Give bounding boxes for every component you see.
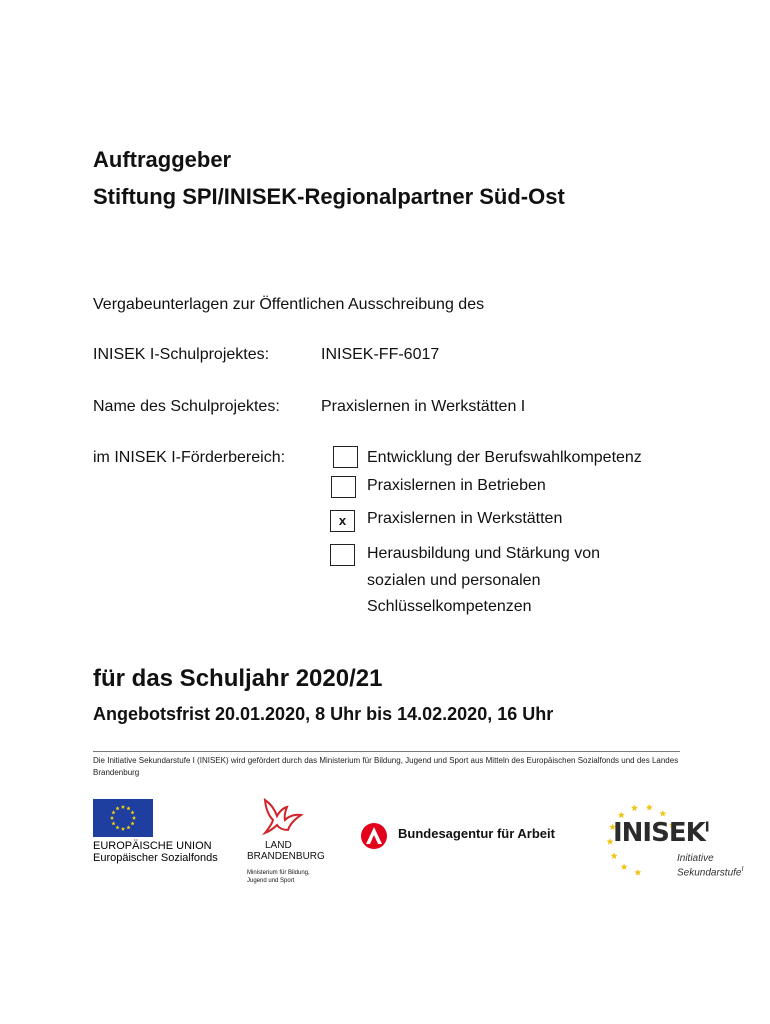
option-label-berufswahlkompetenz: Entwicklung der Berufswahlkompetenz [367,449,642,466]
brandenburg-logo-line4: Jugend und Sport [247,878,295,884]
eagle-icon [257,798,307,842]
inisek-logo [603,800,763,880]
project-name-label: Name des Schulprojektes: [93,398,280,415]
footnote-divider [93,751,680,752]
brandenburg-logo-line2: BRANDENBURG [247,851,325,862]
project-number-value: INISEK-FF-6017 [321,346,440,363]
inisek-line2-sup: I [741,866,744,873]
inisek-logo-title [613,818,709,848]
deadline-text: Angebotsfrist 20.01.2020, 8 Uhr bis 14.02.2020, 16 Uhr [93,704,554,724]
project-name-value: Praxislernen in Werkstätten I [321,398,526,415]
inisek-star [621,863,628,870]
option-label-schluesselkompetenzen-2: sozialen und personalen [367,572,541,589]
inisek-logo-line1: Initiative [677,853,714,864]
inisek-star [631,805,638,812]
checkbox-praxislernen-betrieben[interactable] [331,476,356,498]
eu-logo [93,799,243,869]
eu-logo-line1: EUROPÄISCHE UNION [93,840,212,852]
ba-icon [360,822,388,850]
inisek-star [646,804,653,811]
option-label-praxislernen-werkstaetten: Praxislernen in Werkstätten [367,510,563,527]
inisek-title-text: INISEK [613,818,705,848]
option-label-schluesselkompetenzen-3: Schlüsselkompetenzen [367,598,532,615]
school-year-heading: für das Schuljahr 2020/21 [93,665,383,692]
project-number-label: INISEK I-Schulprojektes: [93,346,270,363]
client-label: Auftraggeber [93,147,232,172]
option-label-schluesselkompetenzen-1: Herausbildung und Stärkung von [367,545,601,562]
option-label-praxislernen-betrieben: Praxislernen in Betrieben [367,477,546,494]
checkbox-praxislernen-werkstaetten[interactable]: x [330,510,355,532]
inisek-line2-text: Sekundarstufe [677,867,742,879]
inisek-star [634,869,641,876]
brandenburg-logo-line3: Ministerium für Bildung, [247,870,310,876]
inisek-star [611,852,618,859]
funding-area-label: im INISEK I-Förderbereich: [93,449,286,466]
inisek-logo-line2 [677,864,743,879]
eu-flag-icon [93,799,153,837]
ba-logo [360,822,590,852]
checkbox-schluesselkompetenzen[interactable] [330,544,355,566]
brandenburg-logo-line1: LAND [265,840,292,851]
client-name: Stiftung SPI/INISEK-Regionalpartner Süd-Ost [93,184,565,209]
eu-logo-line2: Europäischer Sozialfonds [93,852,218,864]
inisek-title-sup: I [704,820,709,836]
brandenburg-logo [247,798,347,890]
intro-text: Vergabeunterlagen zur Öffentlichen Ausschreibung des [93,296,485,313]
inisek-star [659,810,666,817]
ba-logo-text: Bundesagentur für Arbeit [398,826,555,841]
checkbox-berufswahlkompetenz[interactable] [333,446,358,468]
funding-footnote: Die Initiative Sekundarstufe I (INISEK) wird gefördert durch das Ministerium für Bildung, Jugend und Sport aus Mitteln des Europäischen Sozialfonds und des Landes Brandenburg [93,756,679,777]
